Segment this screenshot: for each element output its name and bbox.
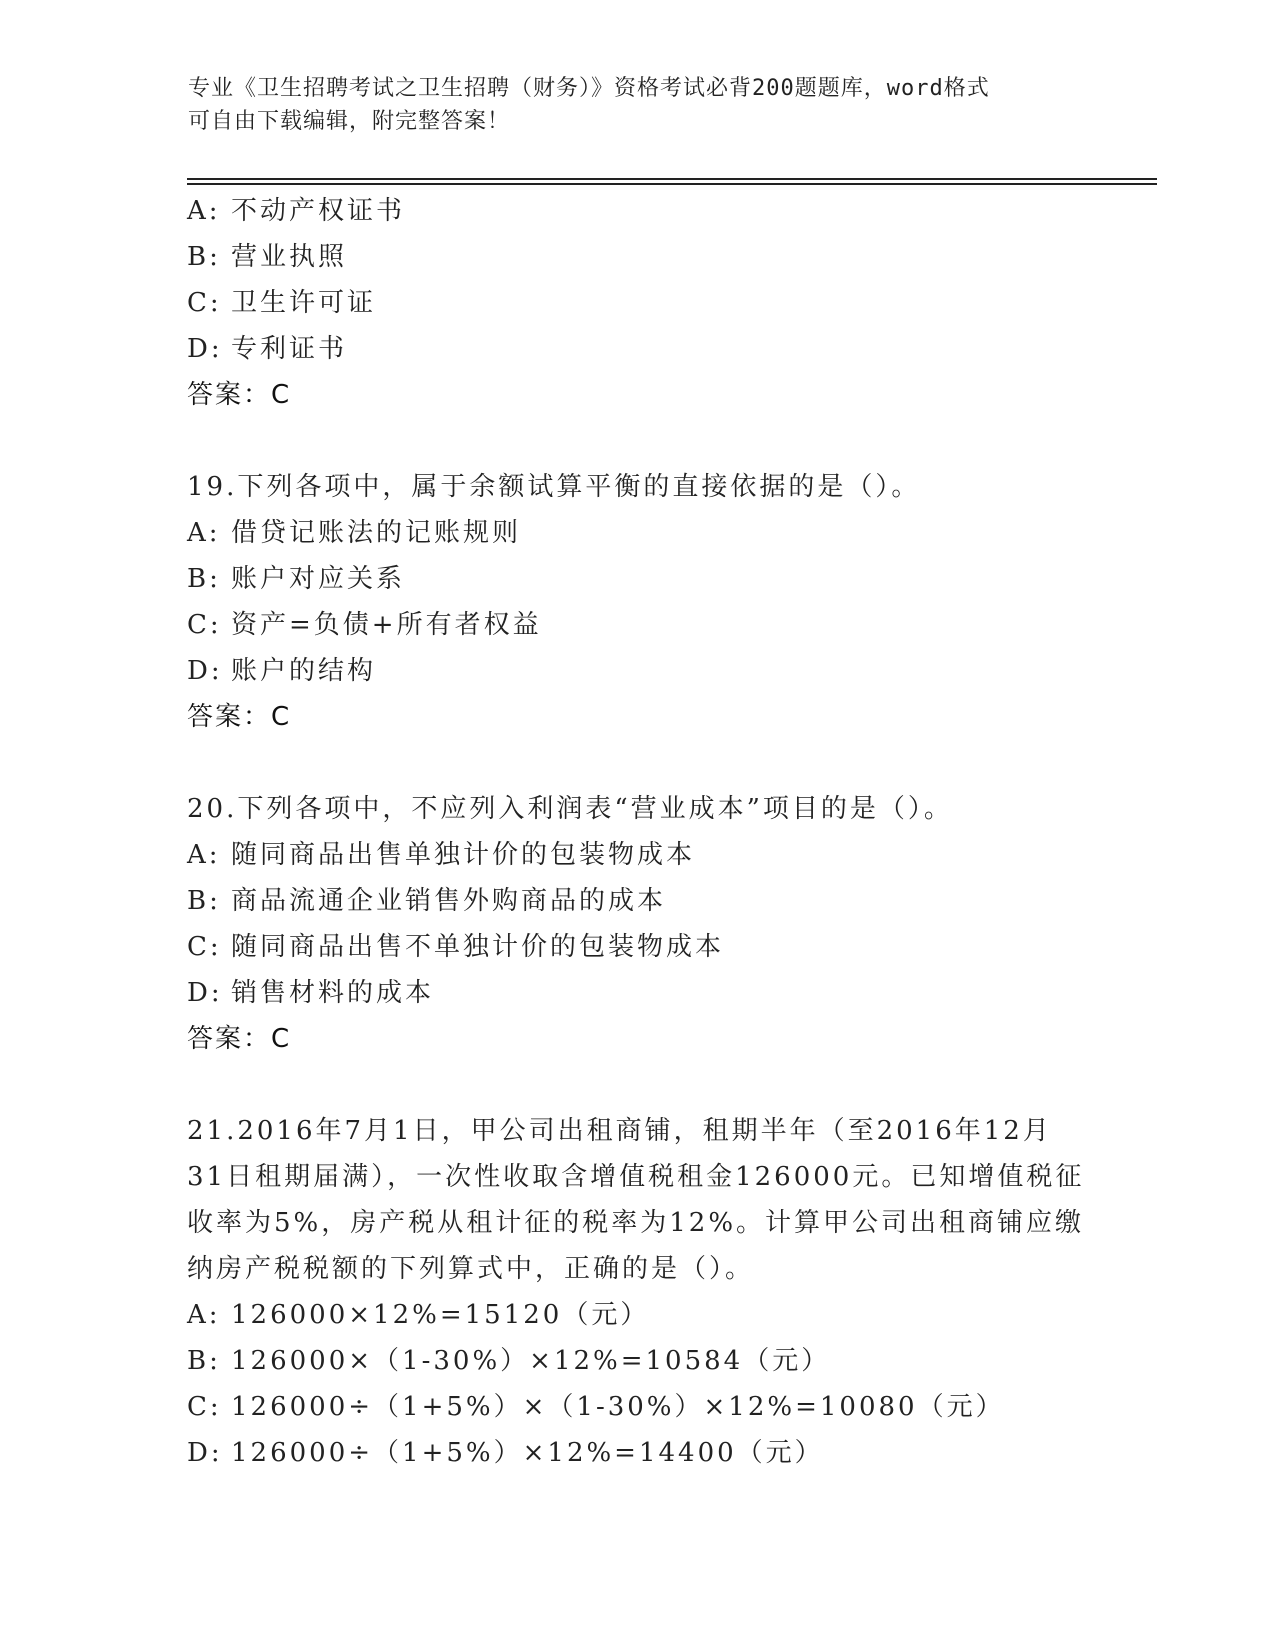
option-c: C: 126000÷（1+5%）×（1-30%）×12%=10080（元） — [187, 1392, 1005, 1422]
answer-19: 答案：C — [187, 702, 292, 732]
option-a: A: 126000×12%=15120（元） — [187, 1300, 650, 1330]
spacer — [187, 418, 1187, 464]
option-d: D: 账户的结构 — [187, 656, 377, 686]
spacer — [187, 740, 1187, 786]
question-21 — [187, 1108, 1187, 1476]
option-b: B: 营业执照 — [187, 242, 348, 272]
question-stem-line: 收率为5%，房产税从租计征的税率为12%。计算甲公司出租商铺应缴 — [187, 1208, 1085, 1238]
header-line-1: 专业《卫生招聘考试之卫生招聘（财务）》资格考试必背200题题库，word格式 — [188, 76, 990, 101]
question-stem: 20.下列各项中，不应列入利润表“营业成本”项目的是（）。 — [187, 794, 953, 824]
spacer — [187, 1062, 1187, 1108]
header-divider-top — [187, 178, 1157, 180]
question-18 — [187, 188, 1187, 418]
question-stem-line: 纳房产税税额的下列算式中，正确的是（）。 — [187, 1254, 755, 1284]
document-header — [188, 72, 1088, 138]
option-d: D: 126000÷（1+5%）×12%=14400（元） — [187, 1438, 824, 1468]
question-stem-line: 31日租期届满），一次性收取含增值税租金126000元。已知增值税征 — [187, 1162, 1085, 1192]
option-c: C: 卫生许可证 — [187, 288, 377, 318]
option-a: A: 随同商品出售单独计价的包装物成本 — [187, 840, 696, 870]
answer-20: 答案：C — [187, 1024, 292, 1054]
option-b: B: 商品流通企业销售外购商品的成本 — [187, 886, 667, 916]
option-a: A: 不动产权证书 — [187, 196, 406, 226]
option-c: C: 资产=负债+所有者权益 — [187, 610, 542, 640]
question-stem: 19.下列各项中，属于余额试算平衡的直接依据的是（）。 — [187, 472, 921, 502]
option-a: A: 借贷记账法的记账规则 — [187, 518, 522, 548]
question-20 — [187, 786, 1187, 1062]
header-line-2: 可自由下载编辑，附完整答案！ — [188, 109, 511, 134]
answer-18: 答案：C — [187, 380, 292, 410]
question-stem-line: 21.2016年7月1日，甲公司出租商铺，租期半年（至2016年12月 — [187, 1116, 1052, 1146]
option-b: B: 账户对应关系 — [187, 564, 406, 594]
option-d: D: 销售材料的成本 — [187, 978, 435, 1008]
question-19 — [187, 464, 1187, 740]
option-d: D: 专利证书 — [187, 334, 348, 364]
header-divider-bottom — [187, 183, 1157, 185]
option-c: C: 随同商品出售不单独计价的包装物成本 — [187, 932, 725, 962]
question-list — [187, 188, 1187, 1476]
option-b: B: 126000×（1-30%）×12%=10584（元） — [187, 1346, 831, 1376]
